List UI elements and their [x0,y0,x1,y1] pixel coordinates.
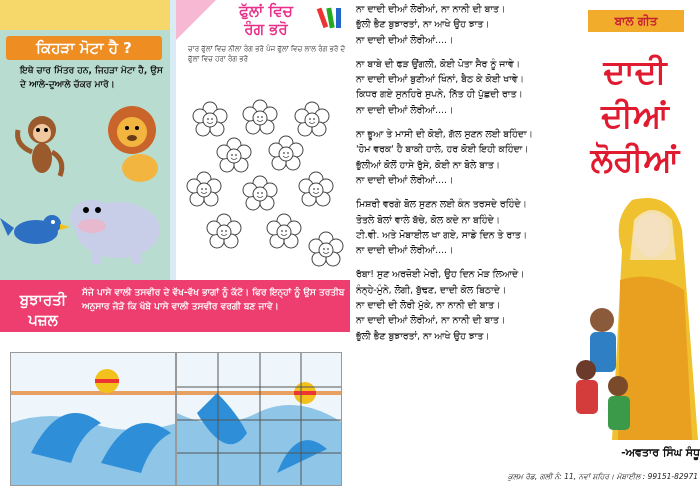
poem-line: ਮਿਸ਼ਰੀ ਵਰਗੇ ਬੋਲ ਸੁਣਨ ਲਈ ਕੰਨ ਤਰਸਦੇ ਰਹਿੰਦੇ। [356,199,527,211]
puzzle-title-line2: ਪਜ਼ਲ [28,311,58,329]
poem-line: ਰੱਬਾ! ਸੁਣ ਅਰਜ਼ੋਈ ਮੇਰੀ, ਉਹ ਦਿਨ ਮੋੜ ਲਿਆਦੇ। [356,269,525,281]
poem-line: ਨੰਨ੍ਹੇ-ਮੁੰਨੇ, ਲੋਗੀ, ਬੁੱਢਣ, ਦਾਦੀ ਕੋਲ ਬਿਠਾਦੇ। [356,284,507,296]
monkey-icon [18,116,62,176]
flower-outline [299,172,333,206]
poem-text [356,2,556,353]
fat-panel-title: ਕਿਹੜਾ ਮੋਟਾ ਹੈ ? [6,36,162,60]
flower-outline [193,102,227,136]
decorative-stripe [0,0,170,30]
animals-illustration [0,100,170,280]
poem-line: ਨਾ ਦਾਦੀ ਦੀਆਂ ਲੋਰੀਆਂ....। [356,174,454,186]
flower-outline [309,232,343,266]
flower-panel-title [196,2,336,38]
poem-line: ਭੁੱਲੀ ਭੈਣ ਬੁਝਾਰਤਾਂ, ਨਾ ਆਖੇ ਉਹ ਝਾਤ। [356,330,490,342]
poem-stanza [356,197,556,258]
poem-line: ਨਾ ਬਾਬੇ ਦੀ ਫੜ ਉਂਗਲੀ, ਕੋਈ ਪੋਤਾ ਸੈਰ ਨੂੰ ਜਾਵੇ। [356,58,521,70]
poem-title-line2: ਦੀਆਂ [601,96,669,135]
poem-line: 'ਹੋਮ ਵਰਕ' ਹੈ ਬਾਕੀ ਹਾਲੇ, ਹਰ ਕੋਈ ਇਹੀ ਕਹਿੰਦਾ। [356,144,529,156]
poem-line: ਨਾ ਦਾਦੀ ਦੀ ਲੋਰੀ ਮੁੱਕੇ, ਨਾ ਨਾਨੀ ਦੀ ਬਾਤ। [356,300,501,312]
scrambled-dolphins [177,353,342,486]
poem-stanza [356,127,556,188]
flower-outline [217,138,251,172]
puzzle-scrambled-image [176,352,342,486]
bird-icon [0,215,70,244]
poem-stanza [356,2,556,48]
author-address: ਕੁਲਮ ਰੋਡ, ਗਲੀ ਨੰ: 11, ਨਵਾਂ ਸ਼ਹਿਰ। ਮੋਬਾਈਲ : 99151-82971 [507,472,698,481]
fat-animal-panel [0,0,170,280]
grandmother-children-illustration [572,190,698,440]
poem-line: ਨਾ ਦਾਦੀ ਦੀਆਂ ਲੋਰੀਆਂ....। [356,104,454,116]
poem-line: ਨਾ ਦਾਦੀ ਦੀਆਂ ਬੁਣੀਆਂ ਖਿੰਨਾਂ, ਬੈਠ ਕੇ ਕੋਈ ਖਾਵੇ। [356,74,524,86]
flower-outline [267,214,301,248]
flower-outline [295,102,329,136]
poem-line: ਭੁੱਲੀ ਭੈਣ ਬੁਝਾਰਤਾਂ, ਨਾ ਆਖੇ ਉਹ ਝਾਤ। [356,19,490,31]
poem-line: ਨਾ ਦਾਦੀ ਦੀਆਂ ਲੋਰੀਆਂ, ਨਾ ਨਾਨੀ ਦੀ ਬਾਤ। [356,4,506,15]
hippo-icon [70,200,160,264]
poem-line: ਨਾ ਭੂਆ ਤੇ ਮਾਸੀ ਦੀ ਕੋਈ, ਗੱਲ ਸੁਣਨ ਲਈ ਬਹਿੰਦਾ। [356,129,533,141]
flower-title-line2: ਰੰਗ ਭਰੋ [244,20,288,38]
poem-title-line3: ਲੋਰੀਆਂ [590,140,680,179]
puzzle-title-line1: ਬੁਝਾਰਤੀ [19,291,67,309]
crayons-icon [316,2,346,32]
lion-icon [108,106,158,182]
author-name: -ਅਵਤਾਰ ਸਿੰਘ ਸੰਧੂ [621,446,700,459]
section-tag: ਬਾਲ ਗੀਤ [588,10,684,32]
flower-outline [269,136,303,170]
flower-outline [207,214,241,248]
poem-line: ਤੋਤਲੇ ਬੋਲਾਂ ਵਾਲੇ ਬੱਚੇ, ਕੋਲ ਕਦੇ ਨਾ ਬਹਿੰਦੇ। [356,214,500,226]
poem-line: ਨਾ ਦਾਦੀ ਦੀਆਂ ਲੋਰੀਆਂ....। [356,34,454,46]
poem-stanza [356,267,556,343]
fat-panel-instructions: ਇਥੇ ਚਾਰ ਮਿੱਤਰ ਹਨ, ਜਿਹੜਾ ਮੋਟਾ ਹੈ, ਉਸ ਦੇ ਆਲੇ-ਦੁਆਲੇ ਚੱਕਰ ਮਾਰੋ। [20,66,163,90]
poem-title-line1: ਦਾਦੀ [603,52,667,91]
flower-title-line1: ਫੁੱਲਾਂ ਵਿਚ [239,2,293,20]
poem-title [572,50,698,182]
puzzle-instructions: ਸੱਜੇ ਪਾਸੇ ਵਾਲੀ ਤਸਵੀਰ ਦੇ ਵੱਖ-ਵੱਖ ਭਾਗਾਂ ਨੂੰ ਕੱਟੋ। ਫਿਰ ਇਨ੍ਹਾਂ ਨੂੰ ਉਸ ਤਰਤੀਬ ਅਨੁਸਾਰ ਜੋੜੋ ਕਿ ਖੱਬੇ ਪਾਸੇ ਵਾਲੀ ਤਸਵੀਰ ਵਰਗੀ ਬਣ ਜਾਵੇ। [82,288,345,312]
poem-line: ਭੁੱਲੀਆਂ ਕੋਲੋਂ ਹਾਸੇ ਰੁੱਸੇ, ਕੋਈ ਨਾ ਬੋਲੇ ਬਾਤ। [356,159,500,171]
flower-coloring-panel [170,0,350,280]
flower-instructions: ਚਾਰ ਫੁੱਲਾਂ ਵਿਚ ਨੀਲਾ ਰੰਗ ਭਰੋ ਪੰਜ ਫੁੱਲਾਂ ਵਿਚ ਲਾਲ ਰੰਗ ਭਰੋ ਦੋ ਫੁੱਲਾਂ ਵਿਚ ਹਰਾ ਰੰਗ ਭਰੋ [188,45,346,63]
poem-line: ਨਾ ਦਾਦੀ ਦੀਆਂ ਲੋਰੀਆਂ....। [356,245,454,257]
poem-line: ਨਾ ਦਾਦੀ ਦੀਆਂ ਲੋਰੀਆਂ, ਨਾ ਨਾਨੀ ਦੀ ਬਾਤ। [356,315,506,327]
puzzle-title [6,290,80,330]
poem-stanza [356,57,556,118]
dolphins-illustration [11,353,176,486]
poem-line: ਕਿਧਰ ਗਏ ਸੁਨਹਿਰੇ ਸੁਪਨੇ, ਨਿੱਤ ਹੀ ਪੁੱਛਦੀ ਰਾਤ। [356,89,523,101]
poem-line: ਟੀ.ਵੀ. ਅਤੇ ਮੋਬਾਈਲ ਖਾ ਗਏ, ਸਾਡੇ ਦਿਨ ਤੇ ਰਾਤ। [356,229,527,241]
puzzle-reference-image [10,352,176,486]
flower-outline [187,172,221,206]
flower-outlines [176,82,350,278]
flower-outline [243,100,277,134]
flower-outline [243,176,277,210]
